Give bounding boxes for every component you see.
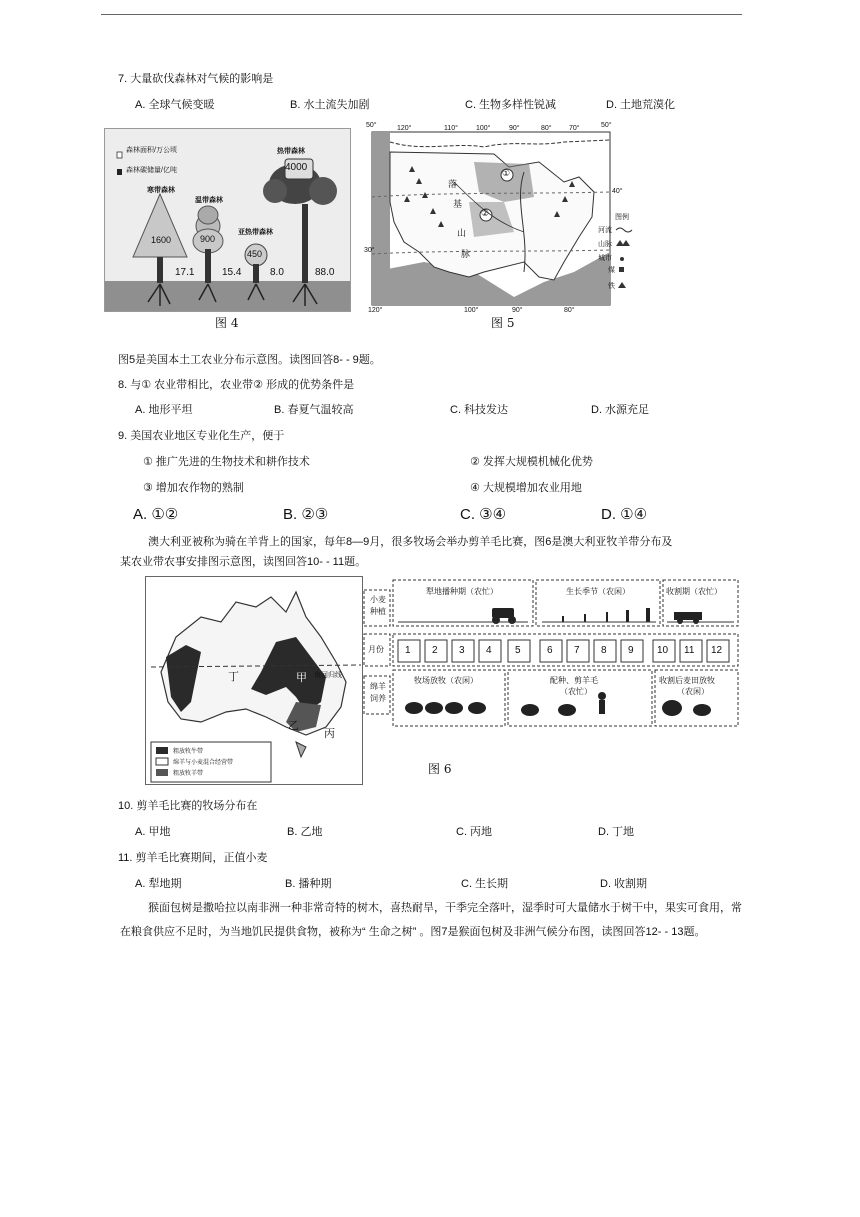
month-cells (398, 640, 729, 662)
sheep-phase-2: 配种、剪羊毛 (550, 676, 598, 685)
legend-cattle: 粗放牧牛带 (173, 749, 204, 755)
lon-label-top-3: 110° (444, 125, 458, 132)
subtropical-carbon-value: 8.0 (270, 267, 284, 278)
question-10-stem: 10. 剪羊毛比赛的牧场分布在 (118, 800, 258, 812)
month-8: 8 (601, 645, 607, 656)
q8-option-a: A. 地形平坦 (135, 404, 193, 416)
q10-option-c: C. 丙地 (456, 826, 493, 838)
month-9: 9 (628, 645, 634, 656)
tropical-carbon-value: 88.0 (315, 267, 335, 278)
q9-option-d: D. ①④ (601, 506, 648, 523)
q7-option-d: D. 土地荒漠化 (606, 99, 676, 111)
sheep-phase-3: 收割后麦田放牧 (659, 676, 715, 685)
legend-carbon-label: 森林碳储量/亿吨 (126, 167, 177, 174)
sheep-icons (405, 692, 711, 716)
legend-sheep: 粗放牧羊带 (173, 771, 204, 777)
lon-label-top-1: 50° (366, 122, 377, 129)
paragraph-12-13: 猴面包树是撒哈拉以南非洲一种非常奇特的树木，喜热耐旱，干季完全落叶，湿季时可大量储水于树干中，果实可食用，常在粮食供应不足时，为当地饥民提供食物，被称为“ 生命之树” 。图7是猴面包树及非洲气候分布图，读图回答12- - 13题。 (120, 902, 742, 938)
month-6: 6 (547, 645, 553, 656)
month-1: 1 (405, 645, 411, 656)
belt-1-marker: ① (502, 168, 511, 178)
q11-option-c: C. 生长期 (461, 878, 509, 890)
map-label-ding: 丁 (228, 671, 239, 683)
map-label-jia: 甲 (296, 672, 307, 684)
wheat-phase-3: 收割期（农忙） (666, 587, 722, 596)
subtropical-forest-name: 亚热带森林 (238, 229, 273, 236)
legend-iron: 铁 (608, 283, 615, 290)
lon-label-top-5: 90° (509, 125, 520, 132)
legend-title: 图例 (615, 214, 629, 221)
q9-item-1: ① 推广先进的生物技术和耕作技术 (143, 456, 310, 468)
temperate-area-value: 900 (200, 234, 216, 244)
lon-label-top-4: 100° (476, 125, 491, 132)
wheat-phase-2: 生长季节（农闲） (566, 587, 630, 596)
sheep-phase-3-note: （农闲） (677, 687, 709, 696)
figure-4-caption: 图 4 (215, 316, 239, 330)
month-12: 12 (711, 645, 723, 656)
q7-option-b: B. 水土流失加剧 (290, 99, 370, 111)
ground (105, 281, 350, 311)
map-label-luo: 落 (448, 179, 458, 189)
q8-option-c: C. 科技发达 (450, 404, 509, 416)
tropic-label: 南回归线 (314, 672, 342, 679)
sheep-phase-2-note: （农忙） (560, 687, 592, 696)
tropical-area-value: 4000 (285, 162, 308, 173)
q7-option-c: C. 生物多样性锐减 (465, 99, 557, 111)
figure-6-farm-calendar (362, 578, 740, 730)
map-label-bing: 丙 (324, 728, 335, 740)
row-label-wheat: 小麦种植 (370, 595, 386, 616)
lon-label-top-6: 80° (541, 125, 552, 132)
legend-city: 城市 (598, 255, 612, 262)
q8-option-d: D. 水源充足 (591, 404, 650, 416)
sheep-phase-1: 牧场放牧（农闲） (414, 676, 478, 685)
question-11-stem: 11. 剪羊毛比赛期间，正值小麦 (118, 852, 268, 864)
lon-label-bottom-4: 80° (564, 307, 575, 314)
q10-option-b: B. 乙地 (287, 826, 323, 838)
q11-option-d: D. 收割期 (600, 878, 648, 890)
q8-option-b: B. 春夏气温较高 (274, 404, 354, 416)
q9-option-a: A. ①② (133, 506, 179, 523)
legend-coal: 煤 (608, 267, 615, 274)
question-8-stem: 8. 与① 农业带相比，农业带② 形成的优势条件是 (118, 379, 355, 391)
boreal-area-value: 1600 (151, 235, 172, 245)
lon-label-bottom-3: 90° (512, 307, 523, 314)
legend-mountain: 山脉 (598, 241, 612, 248)
month-5: 5 (515, 645, 521, 656)
q9-item-3: ③ 增加农作物的熟制 (143, 482, 244, 494)
temperate-tree-icon (198, 206, 218, 224)
month-3: 3 (459, 645, 465, 656)
map-label-mai: 脉 (461, 249, 471, 259)
tropical-forest-name: 热带森林 (277, 148, 305, 155)
boreal-tree-icon (133, 194, 187, 257)
map-label-ji: 基 (453, 199, 463, 209)
lon-label-top-8: 50° (601, 122, 612, 129)
intro-10-11-line1: 澳大利亚被称为骑在羊背上的国家，每年8—9月，很多牧场会举办剪羊毛比赛，图6是澳大利亚牧羊带分布及 (148, 536, 673, 548)
lon-label-bottom-2: 100° (464, 307, 479, 314)
q9-item-2: ② 发挥大规模机械化优势 (470, 456, 593, 468)
figure-6-caption: 图 6 (428, 762, 452, 776)
question-7-stem: 7. 大量砍伐森林对气候的影响是 (118, 73, 274, 85)
row-label-sheep: 绵羊饲养 (370, 682, 386, 703)
lon-label-bottom-1: 120° (368, 307, 383, 314)
legend-area-swatch (117, 152, 122, 158)
belt-2-marker: ② (481, 208, 490, 218)
legend-river: 河流 (598, 227, 612, 234)
month-7: 7 (574, 645, 580, 656)
lat-label-40: 40° (612, 188, 623, 195)
legend-carbon-swatch (117, 169, 122, 175)
q10-option-d: D. 丁地 (598, 826, 635, 838)
subtropical-area-value: 450 (247, 249, 263, 259)
legend-area-label: 森林面积/万公顷 (126, 147, 177, 154)
month-11: 11 (684, 645, 695, 656)
month-10: 10 (657, 645, 669, 656)
lon-label-top-2: 120° (397, 125, 412, 132)
temperate-carbon-value: 15.4 (222, 267, 242, 278)
figure-6-australia-map (145, 576, 363, 785)
intro-8-9: 图5是美国本土工农业分布示意图。读图回答8- - 9题。 (118, 354, 381, 366)
legend-mixed: 绵羊与小麦混合经营带 (173, 760, 234, 766)
q11-option-b: B. 播种期 (285, 878, 332, 890)
header-rule (101, 14, 742, 15)
q7-option-a: A. 全球气候变暖 (135, 99, 215, 111)
q9-option-b: B. ②③ (283, 506, 329, 523)
lon-label-top-7: 70° (569, 125, 580, 132)
figure-5-usa-map (364, 122, 634, 318)
q11-option-a: A. 犁地期 (135, 878, 182, 890)
lat-label-30: 30° (364, 247, 375, 254)
row-label-month: 月份 (368, 645, 384, 654)
intro-10-11-line2: 某农业带农事安排图示意图，读图回答10- - 11题。 (120, 556, 367, 568)
wheat-phase-1: 犁地播种期（农忙） (426, 587, 498, 596)
month-4: 4 (486, 645, 492, 656)
q9-item-4: ④ 大规模增加农业用地 (470, 482, 582, 494)
boreal-forest-name: 寒带森林 (147, 187, 175, 194)
q10-option-a: A. 甲地 (135, 826, 171, 838)
map-label-shan: 山 (457, 228, 467, 238)
figure-4-forest-chart (104, 128, 351, 312)
boreal-carbon-value: 17.1 (175, 267, 195, 278)
temperate-forest-name: 温带森林 (195, 197, 223, 204)
map-label-yi: 乙 (288, 720, 299, 732)
month-2: 2 (432, 645, 438, 656)
question-9-stem: 9. 美国农业地区专业化生产，便于 (118, 430, 285, 442)
q9-option-c: C. ③④ (460, 506, 507, 523)
figure-5-caption: 图 5 (491, 316, 515, 330)
